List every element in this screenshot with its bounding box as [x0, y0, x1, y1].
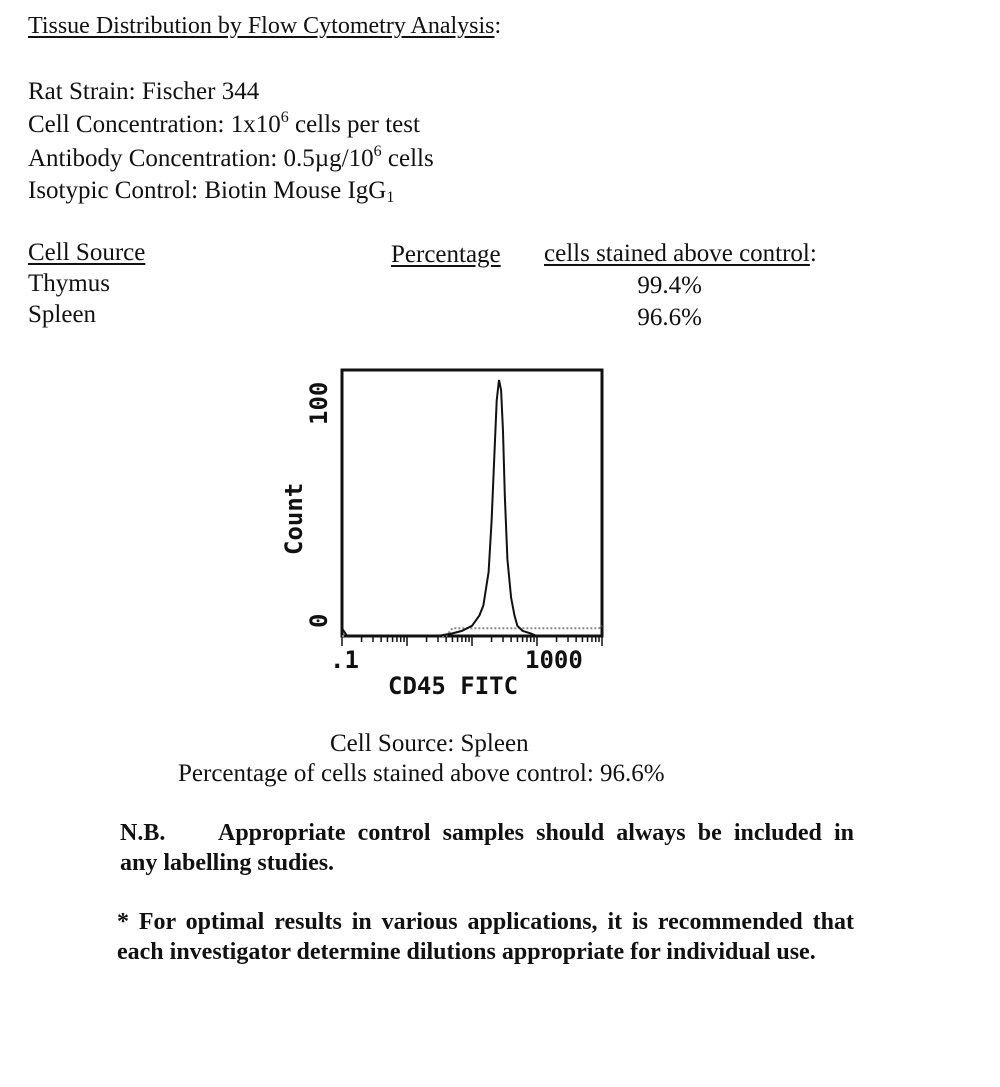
x-axis-label: CD45 FITC: [388, 672, 519, 700]
page-title: [28, 14, 501, 38]
cell-conc-suffix: cells per test: [288, 111, 420, 138]
nb-text: Appropriate control samples should always be included in any labelling studies.: [120, 820, 854, 876]
x-tick-label-max: 1000: [525, 646, 583, 674]
col-header-stained-text: cells stained above control: [544, 240, 810, 267]
isotype-prefix: Isotypic Control: Biotin Mouse IgG: [28, 177, 387, 204]
page-title-suffix: :: [494, 13, 502, 39]
ab-conc-prefix: Antibody Concentration: 0.5µg/10: [28, 145, 374, 172]
isotypic-control: [28, 177, 395, 206]
nb-note: [120, 818, 854, 878]
sample-histogram-line: [342, 380, 602, 636]
page-title-text: Tissue Distribution by Flow Cytometry Analysis: [28, 13, 495, 39]
nb-label: N.B.: [120, 820, 166, 846]
row-spleen-source: Spleen: [28, 301, 97, 328]
ab-conc-exponent: 6: [373, 143, 382, 160]
x-tick-label-min: .1: [330, 646, 359, 674]
ab-conc-suffix: cells: [381, 145, 434, 172]
control-histogram-line: [342, 626, 602, 636]
col-header-percentage: Percentage: [391, 241, 501, 268]
row-spleen-percent: 96.6%: [637, 304, 702, 331]
isotype-subscript: 1: [386, 189, 395, 206]
caption-percentage: Percentage of cells stained above control: 96.6%: [178, 760, 665, 787]
row-thymus-percent: 99.4%: [637, 272, 702, 299]
nb-paragraph: [120, 818, 854, 878]
col-header-stained-suffix: :: [809, 240, 817, 267]
caption-cell-source: Cell Source: Spleen: [330, 730, 529, 757]
y-axis-label: Count: [280, 482, 308, 555]
plot-frame: [342, 370, 602, 636]
col-header-cell-source: Cell Source: [28, 239, 146, 266]
cell-concentration: [28, 109, 420, 138]
cell-conc-prefix: Cell Concentration: 1x10: [28, 111, 281, 138]
y-tick-label-max: 100: [305, 381, 333, 425]
y-tick-label-min: 0: [305, 613, 333, 628]
antibody-concentration: [28, 143, 434, 172]
col-header-stained: [544, 241, 817, 266]
cell-conc-exponent: 6: [280, 109, 289, 126]
rat-strain: Rat Strain: Fischer 344: [28, 78, 260, 105]
histogram-chart: [270, 360, 630, 700]
row-thymus-source: Thymus: [28, 270, 110, 297]
optimal-results-note: * For optimal results in various applications, it is recommended that each investigator determine dilutions appropriate for individual use.: [117, 909, 854, 965]
